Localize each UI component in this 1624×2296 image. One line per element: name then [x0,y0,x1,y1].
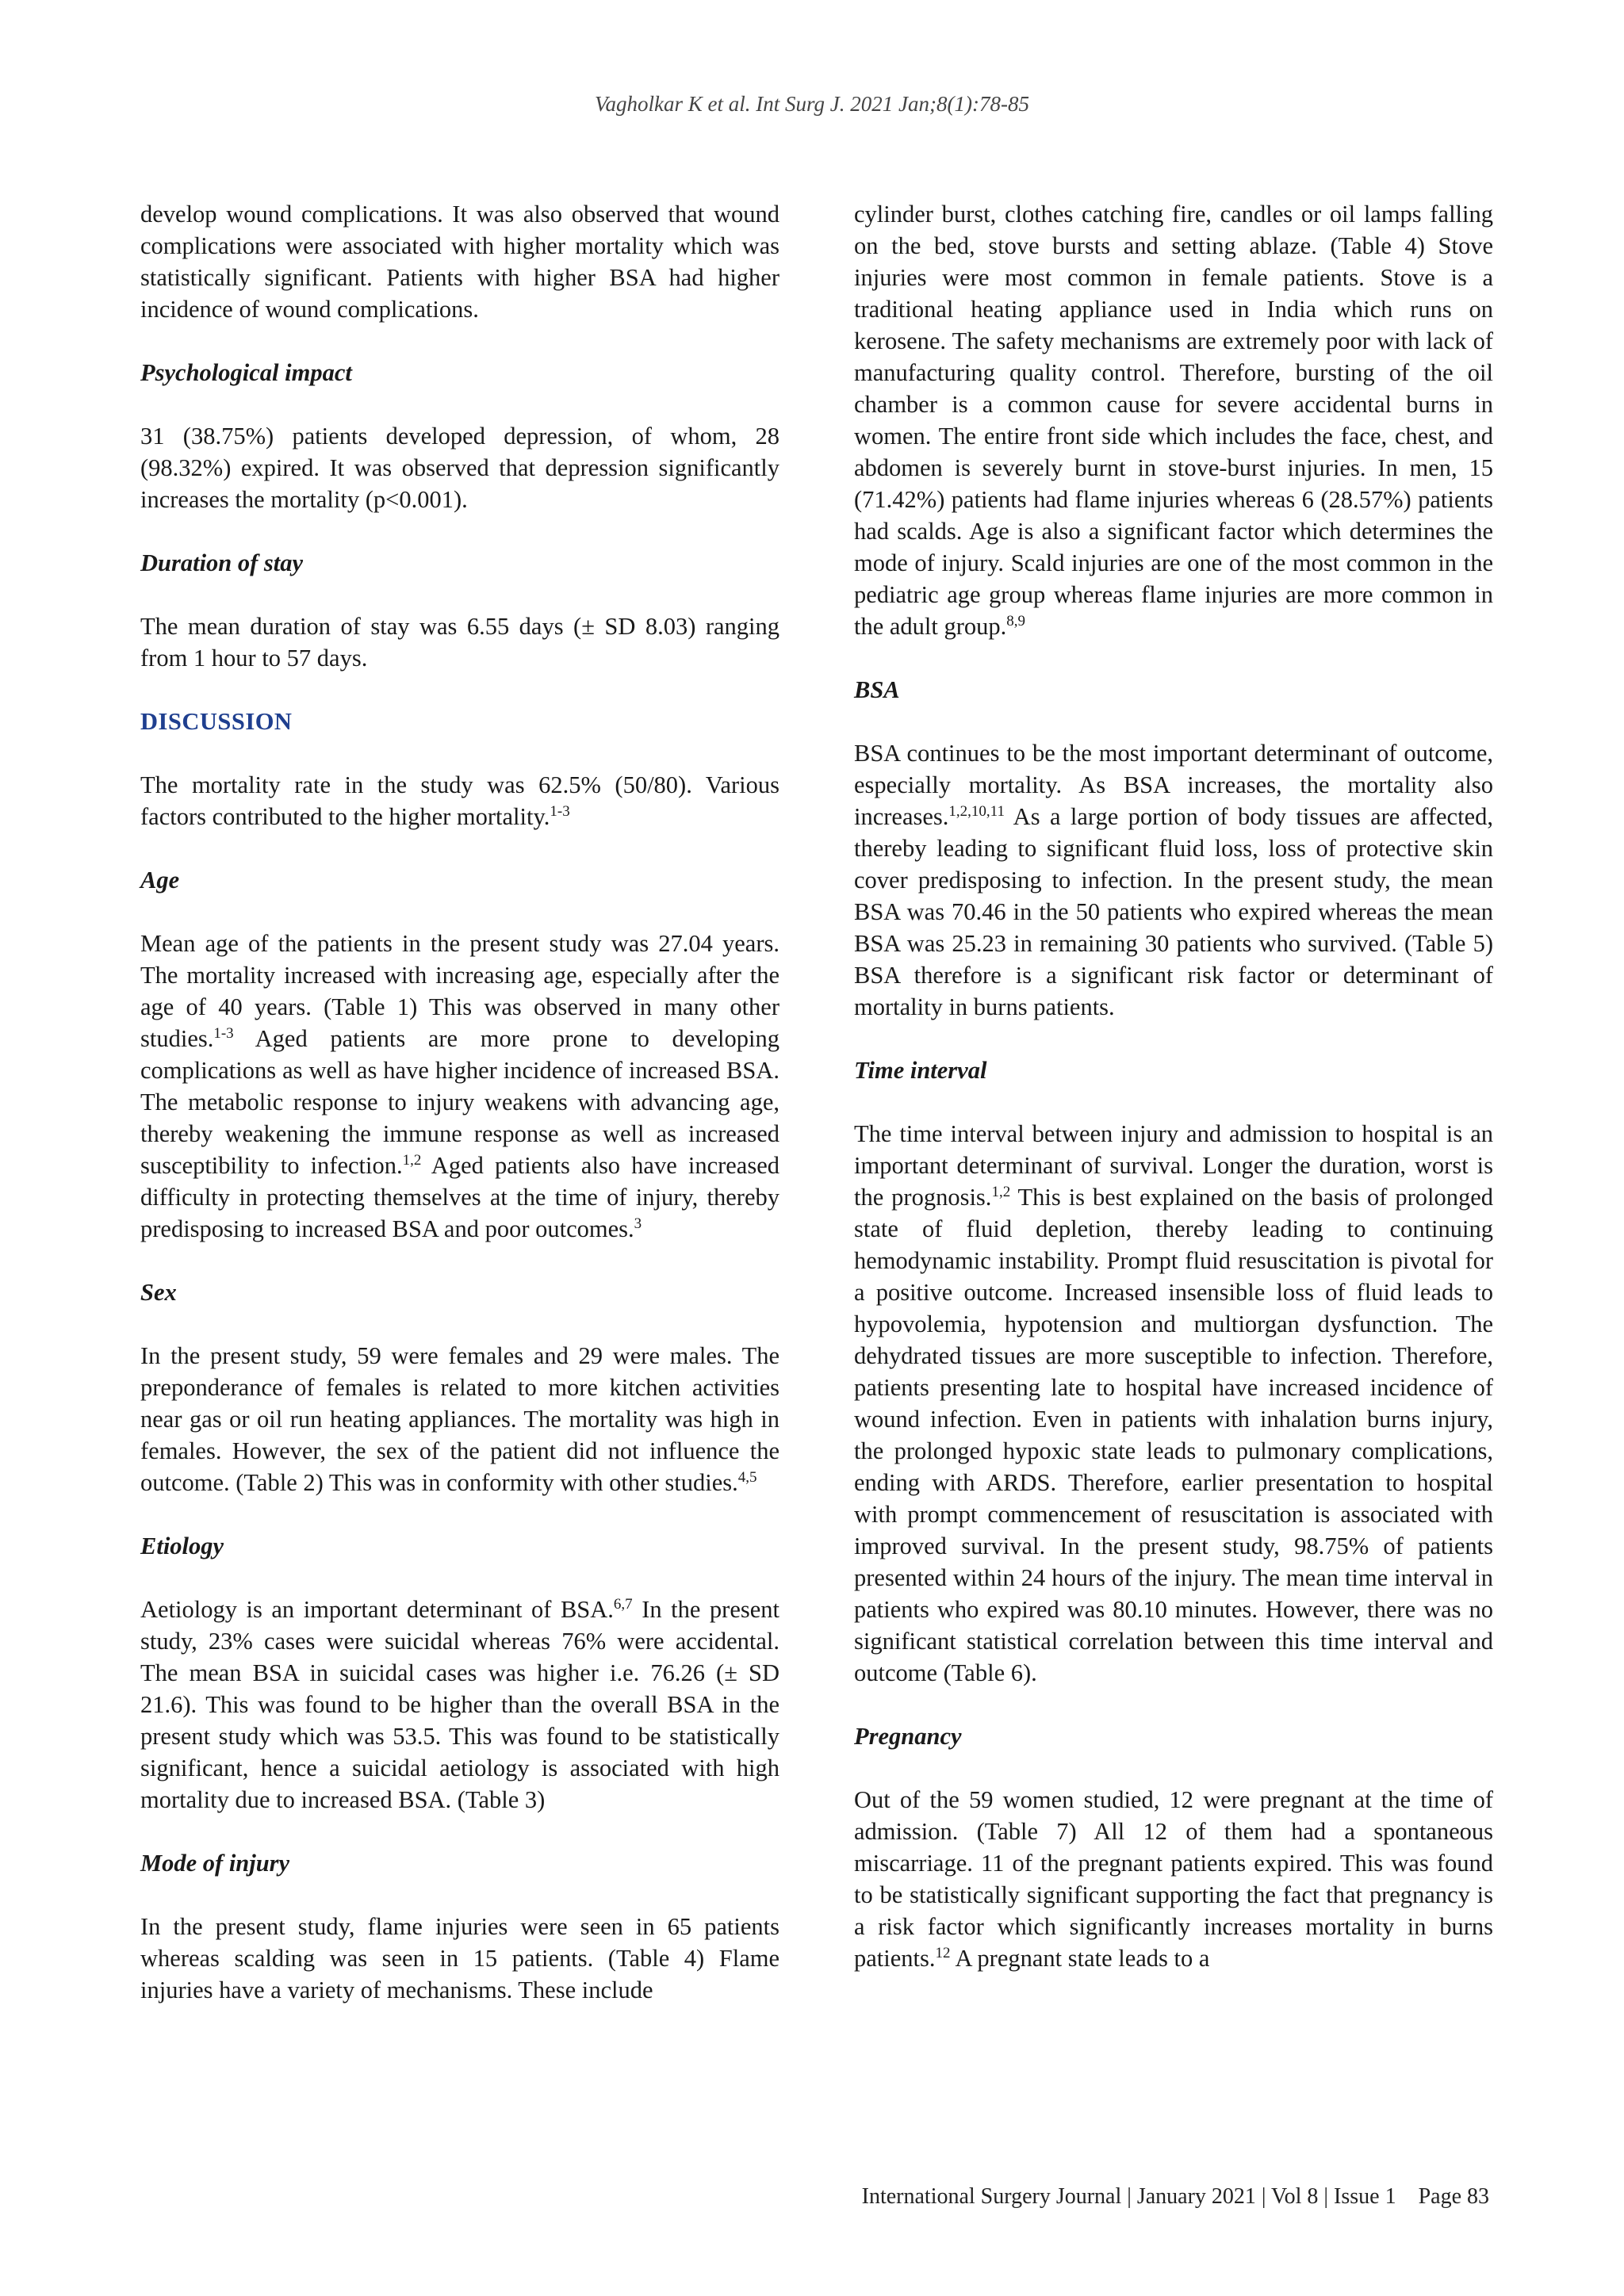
heading-duration-of-stay: Duration of stay [140,549,304,576]
paragraph-mode-of-injury: In the present study, flame injuries were seen in 65 patients whereas scalding was seen in 15 patients. (Table 4) Flame injuries have a variety of mechanisms. These include [140,1913,779,2003]
paragraph-psychological: 31 (38.75%) patients developed depression, of whom, 28 (98.32%) expired. It was observed that depression significantly increases the mortality (p<0.001). [140,423,779,513]
text: Aged patients are more prone to developing complications as well as have higher incidence of increased BSA. The metabolic response to injury weakens with advancing age, thereby weakening the immune response as well as increased susceptibility to infection. [140,1025,779,1179]
paragraph-age [140,928,779,1245]
paragraph-time-interval [854,1118,1493,1689]
paragraph-pregnancy [854,1784,1493,1974]
text: The mortality rate in the study was 62.5% (50/80). Various factors contributed to the higher mortality. [140,771,779,830]
paragraph-bsa [854,737,1493,1023]
left-column [140,198,779,2038]
running-header: Vagholkar K et al. Int Surg J. 2021 Jan;8(1):78-85 [595,92,1029,116]
text: cylinder burst, clothes catching fire, candles or oil lamps falling on the bed, stove bursts and setting ablaze. (Table 4) Stove injuries were most common in female patients. Stove is a traditional heating appliance used in India which runs on kerosene. The safety mechanisms are extremely poor with lack of manufacturing quality control. Therefore, bursting of the oil chamber is a common cause for severe accidental burns in women. The entire front side which includes the face, chest, and abdomen is severely burnt in stove-burst injuries. In men, 15 (71.42%) patients had flame injuries whereas 6 (28.57%) patients had scalds. Age is also a significant factor which determines the mode of injury. Scald injuries are one of the most common in the pediatric age group whereas flame injuries are more common in the adult group. [854,201,1493,640]
heading-discussion: DISCUSSION [140,708,293,735]
citation-ref: 1,2 [991,1184,1011,1200]
text: Aetiology is an important determinant of BSA. [140,1596,614,1623]
citation-ref: 1,2,10,11 [948,803,1005,820]
heading-time-interval: Time interval [854,1057,987,1084]
heading-etiology: Etiology [140,1533,224,1559]
heading-psychological-impact: Psychological impact [140,359,352,386]
paragraph-discussion [140,769,779,832]
citation-ref: 1,2 [402,1152,422,1169]
heading-bsa: BSA [854,676,900,703]
citation-ref: 6,7 [613,1596,633,1613]
paragraph-mode-continued [854,198,1493,642]
right-column [854,198,1493,2006]
paragraph-duration: The mean duration of stay was 6.55 days (± SD 8.03) ranging from 1 hour to 57 days. [140,613,779,672]
citation-ref: 1-3 [550,803,570,820]
text: The time interval between injury and admission to hospital is an important determinant of survival. Longer the duration, worst is the prognosis. [854,1120,1493,1211]
text: BSA continues to be the most important determinant of outcome, especially mortality. As BSA increases, the mortality also increases. [854,740,1493,830]
heading-pregnancy: Pregnancy [854,1723,962,1750]
heading-mode-of-injury: Mode of injury [140,1850,290,1877]
text: Out of the 59 women studied, 12 were pregnant at the time of admission. (Table 7) All 12 of them had a spontaneous miscarriage. 11 of the pregnant patients expired. This was found to be statistically significant supporting the fact that pregnancy is a risk factor which significantly increases mortality in burns patients. [854,1786,1493,1972]
paragraph-wound: develop wound complications. It was also observed that wound complications were associated with higher mortality which was statistically significant. Patients with higher BSA had higher incidence of wound complications. [140,201,779,323]
text: As a large portion of body tissues are affected, thereby leading to significant fluid loss, loss of protective skin cover predisposing to infection. In the present study, the mean BSA was 70.46 in the 50 patients who expired whereas the mean BSA was 25.23 in remaining 30 patients who survived. (Table 5) BSA therefore is a significant risk factor or determinant of mortality in burns patients. [854,803,1493,1020]
citation-ref: 8,9 [1006,613,1026,629]
text: In the present study, 59 were females and 29 were males. The preponderance of females is related to more kitchen activities near gas or oil run heating appliances. The mortality was high in females. However, the sex of the patient did not influence the outcome. (Table 2) This was in conformity with other studies. [140,1342,779,1496]
citation-ref: 3 [634,1215,642,1232]
text: Aged patients also have increased difficulty in protecting themselves at the time of injury, thereby predisposing to increased BSA and poor outcomes. [140,1152,779,1242]
paragraph-sex [140,1340,779,1498]
citation-ref: 4,5 [737,1469,757,1486]
paragraph-etiology [140,1594,779,1816]
text: In the present study, 23% cases were suicidal whereas 76% were accidental. The mean BSA in suicidal cases was higher i.e. 76.26 (± SD 21.6). This was found to be higher than the overall BSA in the present study which was 53.5. This was found to be statistically significant, hence a suicidal aetiology is associated with high mortality due to increased BSA. (Table 3) [140,1596,780,1813]
text: This is best explained on the basis of prolonged state of fluid depletion, thereby leading to continuing hemodynamic instability. Prompt fluid resuscitation is pivotal for a positive outcome. Increased insensible loss of fluid leads to hypovolemia, hypotension and multiorgan dysfunction. The dehydrated tissues are more susceptible to infection. Therefore, patients presenting late to hospital have increased incidence of wound infection. Even in patients with inhalation burns injury, the prolonged hypoxic state leads to pulmonary complications, ending with ARDS. Therefore, earlier presentation to hospital with prompt commencement of resuscitation is associated with improved survival. In the present study, 98.75% of patients presented within 24 hours of the injury. The mean time interval in patients who expired was 80.10 minutes. However, there was no significant statistical correlation between this time interval and outcome (Table 6). [854,1184,1493,1686]
heading-age: Age [140,867,180,894]
page-footer: International Surgery Journal | January 2021 | Vol 8 | Issue 1 Page 83 [861,2184,1489,2209]
citation-ref: 12 [935,1945,951,1961]
text: Mean age of the patients in the present study was 27.04 years. The mortality increased with increasing age, especially after the age of 40 years. (Table 1) This was observed in many other studies. [140,930,779,1052]
text: A pregnant state leads to a [950,1945,1210,1972]
citation-ref: 1-3 [213,1025,234,1042]
heading-sex: Sex [140,1279,177,1306]
